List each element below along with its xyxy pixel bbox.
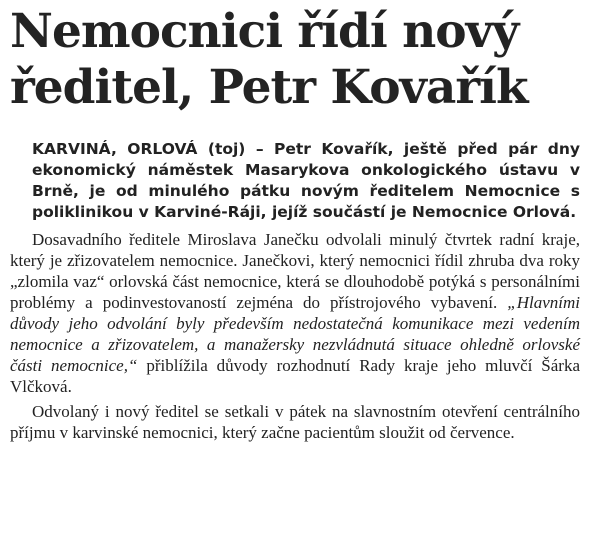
- body-paragraph-1: [10, 229, 580, 397]
- headline-line-2: ředitel, Petr Kovařík: [10, 60, 528, 115]
- article-lead: [10, 139, 580, 223]
- lead-text: Petr Kovařík, ještě před pár dny ekonomický náměstek Masarykova onkologického ústavu v Brně, je od minulého pátku novým ředitelem Nemocnice s poliklinikou v Karviné-Ráji, jejíž součástí je Nemocnice Orlová.: [32, 140, 580, 221]
- dateline: KARVINÁ, ORLOVÁ (toj) –: [32, 140, 264, 158]
- paragraph-1-outro: přiblížila důvody rozhodnutí Rady kraje jeho mluvčí Šárka Vlčková.: [10, 356, 580, 396]
- paragraph-1-intro: Dosavadního ředitele Miroslava Janečku odvolali minulý čtvrtek radní kraje, který je zřizovatelem nemocnice. Janečkovi, který nemocnici řídil zhruba dva roky „zlomila vaz“ orlovská část nemocnice, která se dlouhodobě potýká s personálními problémy a podinvestovaností zejména do přístrojového vybavení.: [10, 230, 580, 312]
- spokesperson-quote: „Hlavními důvody jeho odvolání byly především nedostatečná komunikace mezi vedením nemocnice a zřizovatelem, a manažersky nezvládnutá situace ohledně orlovské části nemocnice,“: [10, 293, 580, 375]
- headline-line-1: Nemocnici řídí nový: [10, 4, 519, 59]
- article-headline: [10, 4, 580, 116]
- body-paragraph-2: Odvolaný i nový ředitel se setkali v pátek na slavnostním otevření centrálního příjmu v karvinské nemocnici, který začne pacientům sloužit od července.: [10, 402, 580, 442]
